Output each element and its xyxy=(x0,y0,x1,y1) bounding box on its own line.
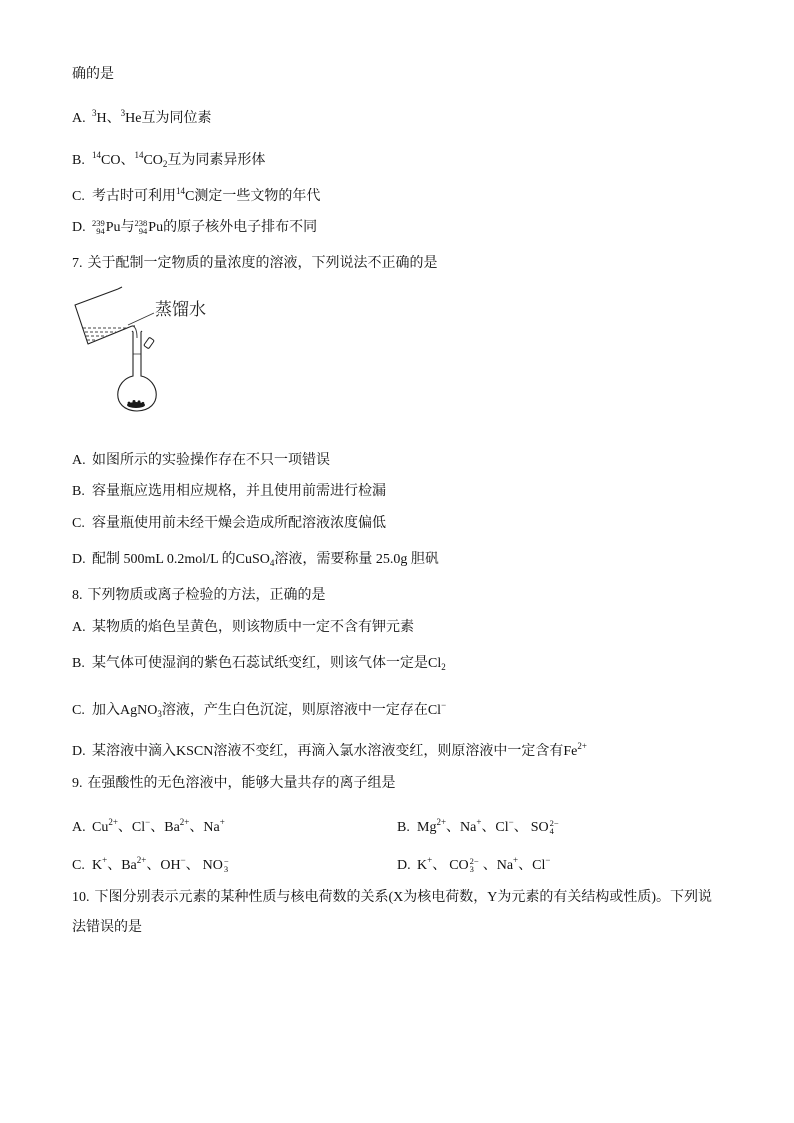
ion-charge: 2− xyxy=(549,818,559,828)
option-label: A. xyxy=(72,620,86,635)
question-number: 9. xyxy=(72,776,83,791)
formula-text: 、Na xyxy=(446,820,477,835)
option-text: 某气体可使湿润的紫色石蕊试纸变红，则该气体一定是 xyxy=(92,656,428,671)
ion-charge: 2+ xyxy=(577,741,587,751)
option-label: D. xyxy=(397,858,411,873)
option-text: 溶液不变红，再滴入氯水溶液变红，则原溶液中一定含有 xyxy=(213,744,564,759)
mass-number: 14 xyxy=(134,150,144,160)
formula-text: SO xyxy=(530,820,549,835)
option-text: 溶液，产生白色沉淀，则原溶液中一定存在 xyxy=(161,703,428,718)
q7-option-d xyxy=(72,552,439,571)
option-text: 测定一些文物的年代 xyxy=(194,189,321,204)
crystal-grain xyxy=(138,400,141,403)
option-label: A. xyxy=(72,453,86,468)
stem-text: 下列物质或离子检验的方法，正确的是 xyxy=(87,588,326,603)
formula-text: CO xyxy=(449,858,469,873)
option-text: 如图所示的实验操作存在不只一项错误 xyxy=(92,453,330,468)
q6-stem-continuation xyxy=(72,67,114,86)
ion-charge: 2− xyxy=(469,856,479,866)
label-leader-line xyxy=(128,313,154,325)
element-symbol: C xyxy=(185,189,195,204)
option-text: 容量瓶使用前未经干燥会造成所配溶液浓度偏低 xyxy=(92,516,386,531)
mass-number: 14 xyxy=(176,186,185,196)
option-text: 互为同位素 xyxy=(141,111,212,126)
option-label: D. xyxy=(72,552,86,567)
q7-option-a xyxy=(72,453,330,472)
option-label: B. xyxy=(397,820,410,835)
separator: 、 xyxy=(432,858,447,873)
subscript: 3 xyxy=(157,709,162,719)
beaker-lip xyxy=(118,287,122,289)
formula-text: 、Cl xyxy=(518,858,546,873)
question-number: 7. xyxy=(72,256,83,271)
separator: 、 xyxy=(185,858,200,873)
stem-text: 下图分别表示元素的某种性质与核电荷数的关系(X为核电荷数，Y为元素的有关结构或性质)。下列说 xyxy=(94,890,713,905)
element-symbol: H xyxy=(96,111,107,126)
mass-number: 3 xyxy=(92,108,97,118)
option-label: B. xyxy=(72,656,85,671)
formula-text: 、Ba xyxy=(150,820,180,835)
mass-number: 14 xyxy=(92,150,101,160)
ion-charge: 2+ xyxy=(436,817,447,827)
mass-number: 239 xyxy=(92,218,105,228)
option-text: 某溶液中滴入 xyxy=(92,744,176,759)
q7-option-c xyxy=(72,516,386,535)
element-symbol: He xyxy=(125,111,142,126)
stem-text: 确的是 xyxy=(72,67,114,82)
separator: 、 xyxy=(120,153,135,168)
ion-charge: + xyxy=(427,855,433,865)
flask-stopper xyxy=(144,337,155,349)
beaker xyxy=(75,287,135,344)
option-text: 某物质的焰色呈黄色，则该物质中一定不含有钾元素 xyxy=(92,620,414,635)
option-label: D. xyxy=(72,220,86,235)
formula-text: 、Na xyxy=(189,820,220,835)
formula-text: Fe xyxy=(563,744,578,759)
ion-charge: − xyxy=(223,856,229,866)
formula-text: 、OH xyxy=(146,858,181,873)
stem-text: 法错误的是 xyxy=(72,920,142,935)
option-label: C. xyxy=(72,189,85,204)
q8-option-c xyxy=(72,697,446,722)
formula-text: AgNO xyxy=(120,703,158,718)
option-label: C. xyxy=(72,703,85,718)
formula-text: Cu xyxy=(92,820,109,835)
q9-stem xyxy=(72,776,396,795)
ion-charge: + xyxy=(102,855,108,865)
q8-option-d xyxy=(72,738,587,763)
subscript: 3 xyxy=(469,864,474,874)
q10-stem-continuation xyxy=(72,920,142,939)
element-symbol: Pu xyxy=(105,220,121,235)
formula-text: K xyxy=(417,858,428,873)
nuclide-numbers xyxy=(135,219,148,235)
formula-text: 、Cl xyxy=(481,820,509,835)
q8-option-b xyxy=(72,656,446,675)
option-text: 与 xyxy=(120,220,135,235)
q9-option-d xyxy=(397,852,550,877)
stem-text: 在强酸性的无色溶液中，能够大量共存的离子组是 xyxy=(87,776,396,791)
ion-sub-sup xyxy=(470,857,479,873)
q6-option-a xyxy=(72,105,211,130)
option-label: B. xyxy=(72,153,85,168)
subscript: 4 xyxy=(269,558,275,568)
q8-option-a xyxy=(72,620,414,639)
formula-text: 、Ba xyxy=(107,858,137,873)
formula-text: CO xyxy=(143,153,163,168)
q6-option-d xyxy=(72,219,317,239)
formula-text: CO xyxy=(101,153,121,168)
subscript: 4 xyxy=(549,826,554,836)
option-label: C. xyxy=(72,858,85,873)
formula-text: 、Cl xyxy=(117,820,146,835)
atomic-number: 94 xyxy=(138,226,148,236)
q9-option-a xyxy=(72,814,225,839)
ion-charge: 2+ xyxy=(108,817,118,827)
liquid-stream xyxy=(133,326,137,338)
subscript: 2 xyxy=(441,662,446,672)
formula-text: Cl xyxy=(427,703,442,718)
atomic-number: 94 xyxy=(96,226,105,236)
stem-text: 关于配制一定物质的量浓度的溶液，下列说法不正确的是 xyxy=(87,256,438,271)
question-number: 10. xyxy=(72,890,90,905)
formula-text: Cl xyxy=(428,656,442,671)
option-label: A. xyxy=(72,820,86,835)
option-label: B. xyxy=(72,484,85,499)
subscript: 3 xyxy=(223,864,229,874)
ion-charge: − xyxy=(180,855,186,865)
formula-text: NO xyxy=(202,858,223,873)
mass-number: 238 xyxy=(134,218,148,228)
crystal-grain xyxy=(133,400,136,403)
formula-text: 、Na xyxy=(482,858,514,873)
element-symbol: Pu xyxy=(148,220,164,235)
ion-sub-sup xyxy=(550,819,559,835)
q7-option-b xyxy=(72,484,386,503)
option-label: A. xyxy=(72,111,86,126)
crystal-grain xyxy=(128,402,131,405)
separator: 、 xyxy=(513,820,528,835)
option-text: 互为同素异形体 xyxy=(167,153,266,168)
figure-label-distilled-water: 蒸馏水 xyxy=(155,300,206,319)
option-text: 考古时可利用 xyxy=(92,189,176,204)
mass-number: 3 xyxy=(120,108,126,118)
q7-stem xyxy=(72,256,438,275)
formula-text: CuSO xyxy=(235,552,270,567)
ion-charge: − xyxy=(441,700,447,710)
option-text: 加入 xyxy=(92,703,120,718)
ion-charge: + xyxy=(476,817,482,827)
ion-charge: − xyxy=(508,817,514,827)
crystal-grain xyxy=(142,402,145,405)
subscript: 2 xyxy=(162,159,168,169)
q9-option-b xyxy=(397,814,560,839)
q6-option-c xyxy=(72,183,320,208)
formula-text: Mg xyxy=(417,820,437,835)
option-text: 溶液，需要称量 25.0g 胆矾 xyxy=(274,552,439,567)
nuclide-numbers xyxy=(92,219,105,235)
q9-option-c xyxy=(72,852,230,877)
separator: 、 xyxy=(106,111,121,126)
question-number: 8. xyxy=(72,588,83,603)
ion-charge: 2+ xyxy=(179,817,190,827)
formula-text: K xyxy=(92,858,103,873)
q10-stem xyxy=(72,890,712,909)
ion-charge: + xyxy=(513,855,519,865)
formula-text: KSCN xyxy=(176,744,214,759)
ion-charge: − xyxy=(545,855,551,865)
q8-stem xyxy=(72,588,326,607)
solute-crystals xyxy=(127,400,145,408)
option-text: 配制 500mL 0.2mol/L 的 xyxy=(92,552,236,567)
ion-charge: + xyxy=(219,817,225,827)
beaker-liquid xyxy=(83,328,126,340)
option-label: C. xyxy=(72,516,85,531)
ion-sub-sup xyxy=(224,857,229,873)
ion-charge: − xyxy=(145,817,151,827)
ion-charge: 2+ xyxy=(136,855,147,865)
option-text: 容量瓶应选用相应规格，并且使用前需进行检漏 xyxy=(92,484,386,499)
q6-option-b xyxy=(72,147,265,172)
option-text: 的原子核外电子排布不同 xyxy=(163,220,318,235)
option-label: D. xyxy=(72,744,86,759)
